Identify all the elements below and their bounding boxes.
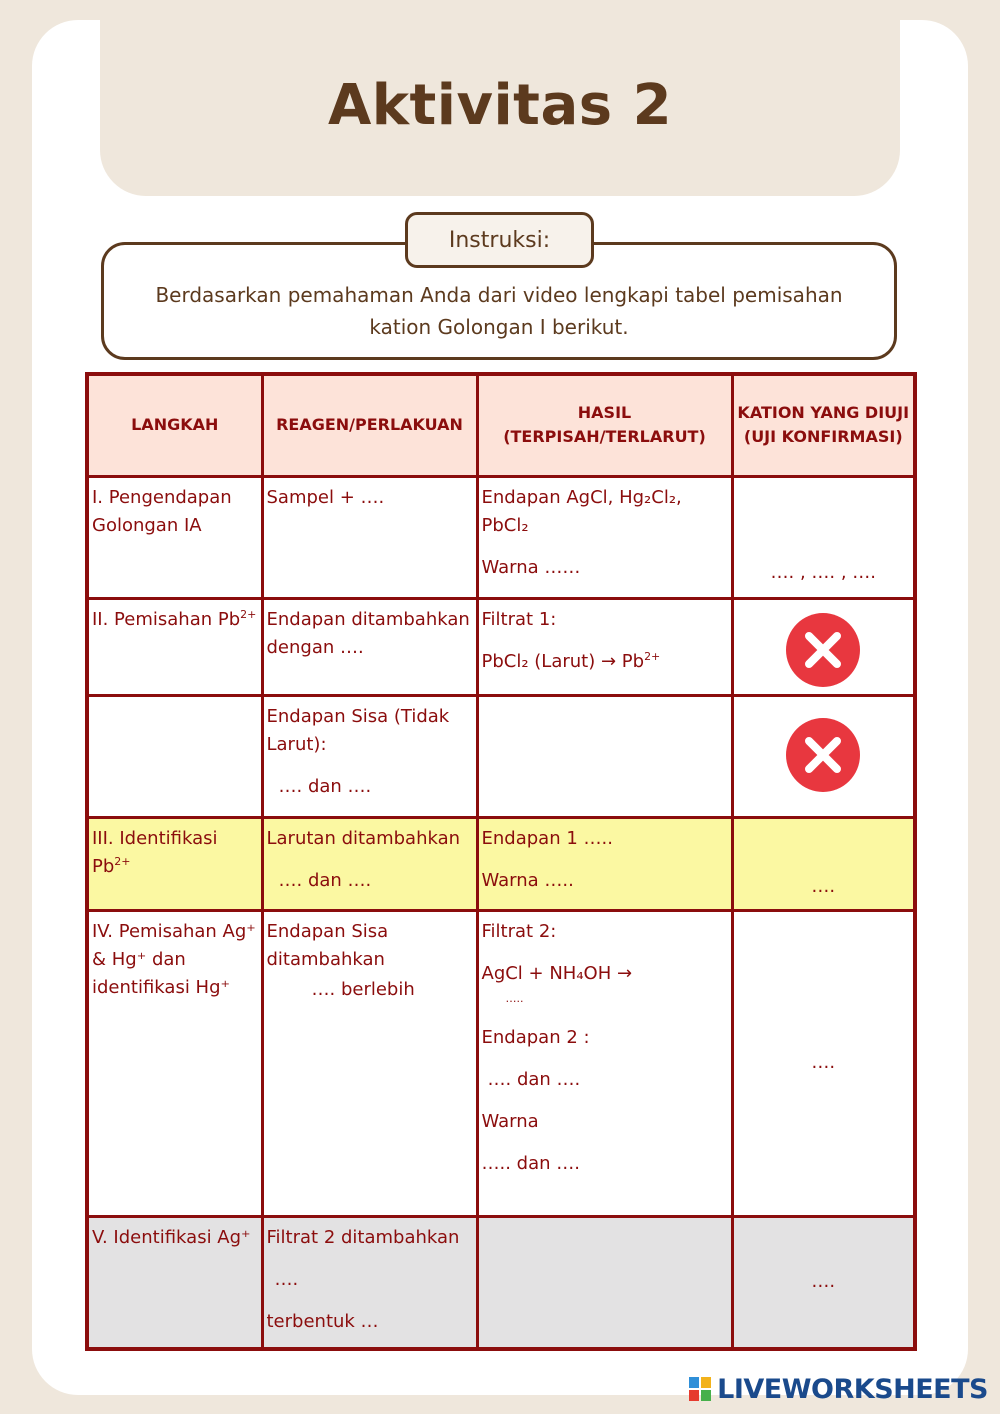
cation-cell[interactable] [732, 910, 915, 1216]
result-cell[interactable] [477, 817, 732, 910]
header-langkah: LANGKAH [87, 374, 262, 476]
reagent-cell[interactable] [262, 476, 477, 598]
reagent-blanks: …. dan …. [278, 869, 372, 891]
table-row [87, 695, 915, 817]
reagent-blanks: …. dan …. [278, 775, 372, 797]
result-text: Filtrat 2: [481, 920, 557, 942]
cation-cell [732, 695, 915, 817]
result-cell[interactable] [477, 695, 732, 817]
reagent-text: Endapan Sisa ditambahkan [266, 920, 389, 970]
result-color-text: Warna …… [481, 556, 581, 578]
charge-superscript: 2+ [114, 854, 131, 868]
result-cell[interactable] [477, 910, 732, 1216]
result-text: Endapan AgCl, Hg₂Cl₂, PbCl₂ [481, 486, 682, 536]
result-cell[interactable] [477, 476, 732, 598]
result-equation: PbCl₂ (Larut) → Pb [481, 650, 645, 672]
result-color-text: Warna [481, 1110, 539, 1132]
reagent-cell[interactable] [262, 695, 477, 817]
reagent-cell[interactable] [262, 1216, 477, 1349]
x-circle-icon [785, 612, 861, 688]
cation-cell[interactable] [732, 476, 915, 598]
result-color-text: Warna ….. [481, 869, 574, 891]
reagent-text: Filtrat 2 ditambahkan [266, 1226, 460, 1248]
cation-cell[interactable] [732, 1216, 915, 1349]
result-equation: AgCl + NH₄OH → [481, 962, 633, 984]
instruction-label: Instruksi: [405, 212, 594, 268]
reagent-text: Larutan ditambahkan [266, 827, 461, 849]
reagent-text: Sampel + …. [266, 486, 385, 508]
charge-superscript: 2+ [644, 649, 661, 663]
result-text: Endapan 2 : [481, 1026, 590, 1048]
liveworksheets-logo-icon [689, 1377, 711, 1401]
step-text: V. Identifikasi Ag⁺ [92, 1226, 251, 1248]
result-blanks: ….. dan …. [481, 1152, 580, 1174]
instruction-text: Berdasarkan pemahaman Anda dari video lengkapi tabel pemisahan kation Golongan I berikut. [155, 283, 843, 339]
table-header-row [87, 374, 915, 476]
header-kation: KATION YANG DIUJI (UJI KONFIRMASI) [732, 374, 915, 476]
result-text: Endapan 1 ….. [481, 827, 613, 849]
reagent-blanks: …. berlebih [311, 978, 415, 1000]
step-cell [87, 476, 262, 598]
table-row [87, 1216, 915, 1349]
result-cell[interactable] [477, 1216, 732, 1349]
title-band [100, 0, 900, 196]
step-cell [87, 695, 262, 817]
header-reagen: REAGEN/PERLAKUAN [262, 374, 477, 476]
result-text: Filtrat 1: [481, 608, 557, 630]
result-blanks: …. dan …. [487, 1068, 581, 1090]
step-cell [87, 910, 262, 1216]
reagent-text: Endapan Sisa (Tidak Larut): [266, 705, 450, 755]
cation-cell [732, 598, 915, 695]
reagent-cell[interactable] [262, 910, 477, 1216]
cation-cell[interactable] [732, 817, 915, 910]
step-text: II. Pemisahan Pb [92, 608, 241, 630]
reagent-text: terbentuk … [266, 1310, 379, 1332]
reagent-cell[interactable] [262, 817, 477, 910]
step-text: III. Identifikasi Pb [92, 827, 218, 877]
reagent-text: Endapan ditambahkan dengan …. [266, 608, 470, 658]
step-text: I. Pengendapan Golongan IA [92, 486, 232, 536]
table-row [87, 476, 915, 598]
x-circle-icon [785, 717, 861, 793]
step-cell [87, 817, 262, 910]
cation-blanks: …. [811, 1271, 836, 1293]
watermark-text: LIVEWORKSHEETS [717, 1373, 988, 1405]
charge-superscript: 2+ [240, 607, 257, 621]
cation-blanks: …. [811, 875, 836, 897]
step-cell [87, 1216, 262, 1349]
cation-blanks: …. [811, 1052, 836, 1073]
reagent-blanks: …. [274, 1268, 299, 1290]
step-text: IV. Pemisahan Ag⁺ & Hg⁺ dan identifikasi Hg⁺ [92, 920, 256, 998]
result-blanks: ….. [505, 991, 524, 1005]
table-row [87, 817, 915, 910]
page-title: Aktivitas 2 [327, 72, 673, 138]
step-cell [87, 598, 262, 695]
reagent-cell[interactable] [262, 598, 477, 695]
cation-separation-table [85, 372, 917, 1351]
table-row [87, 598, 915, 695]
cation-blanks: …. , …. , …. [770, 561, 876, 583]
header-hasil: HASIL (TERPISAH/TERLARUT) [477, 374, 732, 476]
result-cell[interactable] [477, 598, 732, 695]
watermark [689, 1374, 988, 1404]
table-row [87, 910, 915, 1216]
